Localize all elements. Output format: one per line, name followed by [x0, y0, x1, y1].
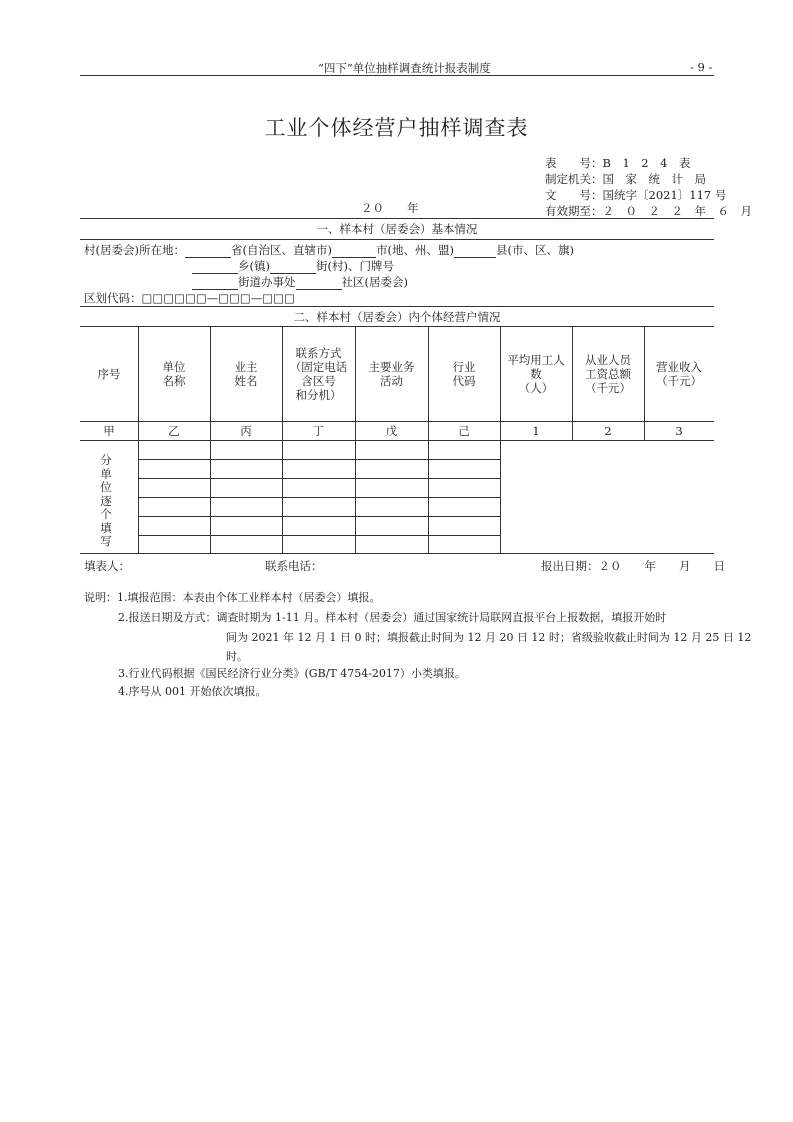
- office-label: 街道办事处: [238, 275, 296, 289]
- column-code: 3: [675, 423, 683, 438]
- table-row[interactable]: [138, 516, 500, 517]
- note-2-end: 时。: [226, 650, 248, 663]
- issuing-authority: 制定机关：国 家 统 计 局: [545, 172, 706, 186]
- table-row[interactable]: [138, 497, 500, 498]
- table-bottom-rule: [80, 553, 714, 554]
- street-blank[interactable]: [270, 261, 316, 274]
- column-header: 业主 姓名: [234, 359, 258, 388]
- column-code: 戊: [385, 423, 398, 438]
- code-row-bottom-rule: [80, 440, 714, 441]
- township-blank[interactable]: [192, 261, 238, 274]
- valid-until: 有效期至：２ ０ ２ ２ 年 ６ 月: [545, 204, 752, 218]
- division-code-boxes[interactable]: □□□□□□—□□□—□□□: [141, 291, 295, 305]
- office-blank[interactable]: [192, 277, 238, 290]
- column-header: 主要业务 活动: [368, 359, 415, 388]
- note-3: 3.行业代码根据《国民经济行业分类》(GB/T 4754-2017）小类填报。: [118, 667, 466, 680]
- column-code: 2: [604, 423, 612, 438]
- column-code: 己: [458, 423, 470, 438]
- column-header: 平均用工人 数 （人）: [507, 352, 565, 395]
- report-date: 报出日期：２０ 年 月 日: [541, 559, 725, 573]
- note-2: 2.报送日期及方式：调查时期为 1-11 月。样本村（居委会）通过国家统计局联网直报平台上报数据，填报开始时: [118, 611, 667, 624]
- column-code: 1: [532, 423, 540, 438]
- county-label: 县(市、区、旗): [495, 243, 574, 257]
- document-title: 工业个体经营户抽样调查表: [264, 116, 529, 140]
- city-blank[interactable]: [332, 245, 376, 258]
- section1-line3: [192, 274, 408, 290]
- township-label: 乡(镇): [238, 259, 270, 273]
- body-column-divider: [500, 440, 501, 553]
- division-code-label: 区划代码：: [84, 291, 142, 305]
- form-number: 表 号：B 1 2 4 表: [545, 156, 691, 170]
- section2-title: 二、样本村（居委会）内个体经营户情况: [293, 309, 501, 324]
- header-bottom-rule: [80, 421, 714, 422]
- village-label: 村(居委会)所在地：: [84, 243, 185, 257]
- table-row[interactable]: [138, 478, 500, 479]
- column-header: 从业人员 工资总额 （千元）: [585, 352, 631, 395]
- county-blank[interactable]: [454, 245, 496, 258]
- phone-label: 联系电话：: [265, 559, 323, 573]
- section1-divider: [80, 239, 714, 240]
- community-blank[interactable]: [296, 277, 342, 290]
- side-label: 分 单 位 逐 个 填 写: [100, 453, 112, 548]
- section1-title: 一、样本村（居委会）基本情况: [316, 222, 478, 236]
- header-rule: [80, 75, 714, 76]
- city-label: 市(地、州、盟): [375, 243, 454, 257]
- column-code: 甲: [103, 423, 115, 438]
- running-header-title: “四下”单位抽样调查统计报表制度: [318, 61, 491, 75]
- column-code: 丁: [312, 423, 325, 438]
- column-code: 丙: [240, 423, 252, 438]
- note-4: 4.序号从 001 开始依次填报。: [118, 685, 267, 698]
- division-code-row: [84, 290, 295, 306]
- table-row[interactable]: [138, 535, 500, 536]
- filler-label: 填表人：: [84, 559, 130, 573]
- province-label: 省(自治区、直辖市): [230, 243, 332, 257]
- page-number: - 9 -: [690, 60, 713, 74]
- column-header: 单位 名称: [162, 359, 186, 388]
- street-label: 街(村)、门牌号: [315, 259, 394, 273]
- report-year: ２０ 年: [361, 201, 419, 215]
- document-number: 文 号：国统字〔2021〕117 号: [545, 188, 727, 202]
- column-header: 营业收入 （千元）: [656, 359, 702, 388]
- section1-line1: [84, 242, 574, 258]
- province-blank[interactable]: [185, 245, 231, 258]
- note-1: 说明：1.填报范围：本表由个体工业样本村（居委会）填报。: [84, 591, 381, 604]
- community-label: 社区(居委会): [341, 275, 408, 289]
- column-header: 联系方式 （固定电话 含区号 和分机）: [289, 345, 348, 402]
- column-code: 乙: [168, 423, 180, 438]
- column-header: 序号: [97, 366, 121, 381]
- column-header: 行业 代码: [452, 359, 476, 388]
- note-2-cont: 间为 2021 年 12 月 1 日 0 时；填报截止时间为 12 月 20 日 12 时；省级验收截止时间为 12 月 25 日 12: [226, 631, 752, 644]
- table-row[interactable]: [138, 459, 500, 460]
- section1-line2: [192, 258, 394, 274]
